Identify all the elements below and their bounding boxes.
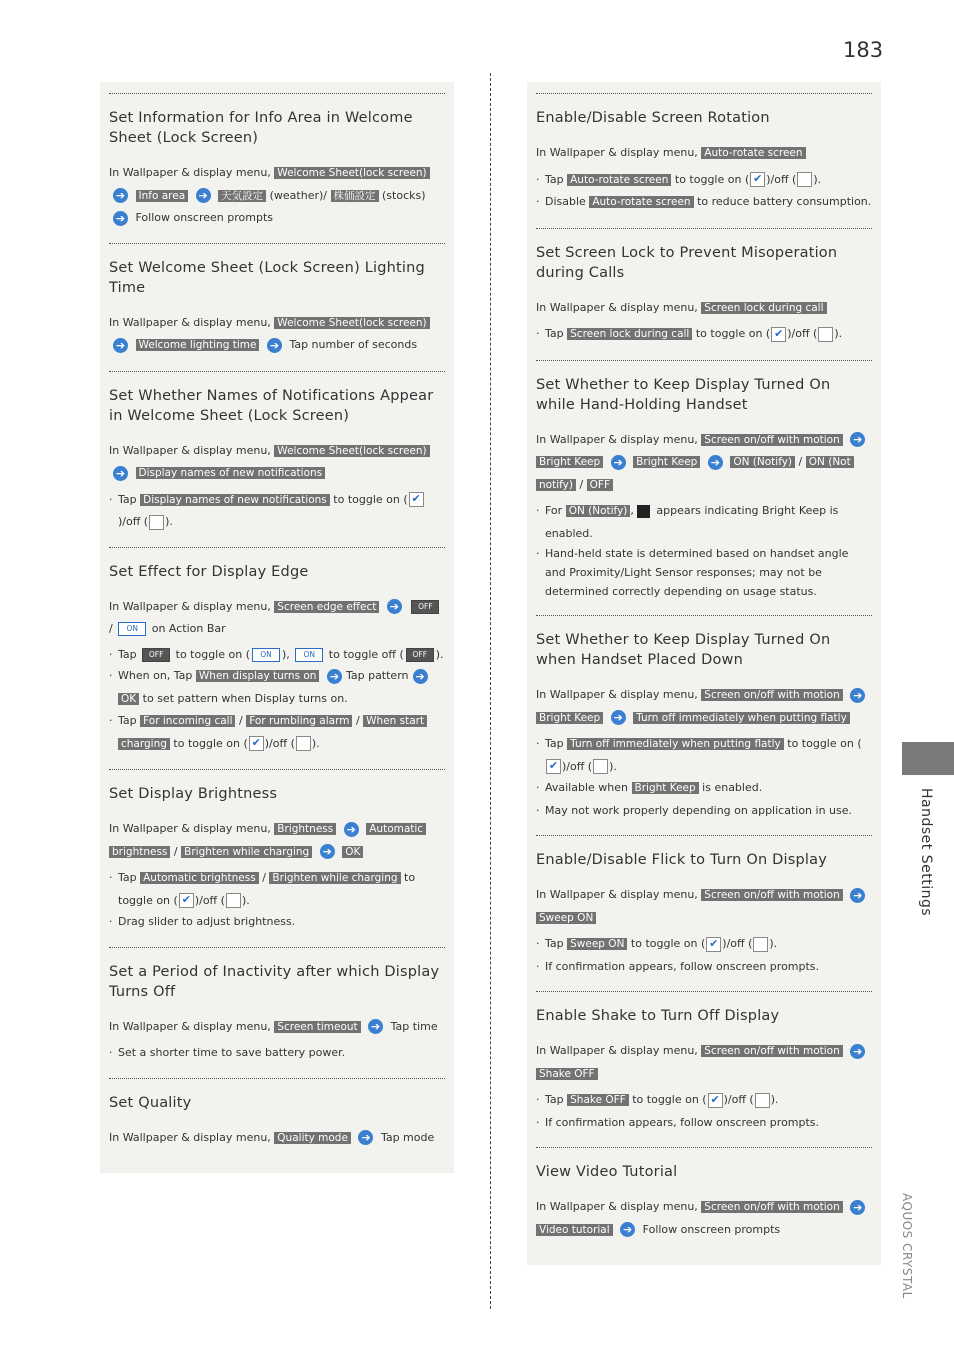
bullet — [109, 644, 445, 666]
section-body — [109, 596, 445, 756]
key-info-area[interactable]: Info area — [136, 190, 189, 202]
bullet — [109, 710, 445, 755]
right-column — [527, 82, 881, 1265]
text: Available when — [545, 781, 628, 794]
intro-text: In Wallpaper & display menu, — [109, 166, 271, 179]
arrow-icon: ➔ — [850, 688, 865, 703]
key-screen-onoff-motion[interactable]: Screen on/off with motion — [701, 889, 842, 901]
key-screen-onoff-motion[interactable]: Screen on/off with motion — [701, 689, 842, 701]
checkbox-empty-icon — [296, 736, 311, 751]
text: to toggle on ( — [175, 647, 250, 661]
text: to toggle on ( — [173, 736, 248, 750]
bullet — [109, 665, 445, 710]
key-display-names[interactable]: Display names of new notifications — [136, 467, 326, 479]
intro-text: In Wallpaper & display menu, — [536, 146, 698, 159]
section-title: Enable/Disable Screen Rotation — [536, 110, 770, 126]
key-bright-keep[interactable]: Bright Keep — [536, 456, 603, 468]
arrow-icon: ➔ — [368, 1019, 383, 1034]
section-flick-on — [536, 835, 872, 991]
section-title: Enable Shake to Turn Off Display — [536, 1008, 780, 1024]
text: ). — [813, 172, 822, 186]
key-quality-mode[interactable]: Quality mode — [274, 1132, 351, 1144]
text: May not work properly depending on application in use. — [545, 803, 853, 817]
intro-text: In Wallpaper & display menu, — [109, 1130, 271, 1144]
text: Tap — [545, 327, 564, 340]
section-body — [109, 440, 445, 533]
bullet — [109, 1042, 445, 1064]
key-turn-off-flat[interactable]: Turn off immediately when putting flatly — [567, 738, 784, 750]
bullet — [536, 544, 872, 601]
section-title: View Video Tutorial — [536, 1164, 678, 1180]
text: to toggle on ( — [630, 937, 706, 950]
intro-text: In Wallpaper & display menu, — [536, 300, 698, 314]
arrow-icon: ➔ — [850, 432, 865, 447]
key-automatic-brightness[interactable]: Automatic brightness — [140, 872, 259, 884]
checkbox-empty-icon — [149, 515, 164, 530]
toggle-off-icon[interactable]: OFF — [411, 600, 439, 614]
section-title: Set Screen Lock to Prevent Misoperation during Calls — [536, 244, 838, 281]
arrow-icon: ➔ — [358, 1130, 373, 1145]
key-bright-keep[interactable]: Bright Keep — [536, 712, 603, 724]
text: ). — [770, 1093, 779, 1106]
section-body — [109, 312, 445, 357]
toggle-on-icon[interactable]: ON — [295, 648, 323, 662]
section-screen-rotation — [536, 93, 872, 228]
text: Tap mode — [380, 1130, 435, 1144]
section-body — [109, 1016, 445, 1064]
text: ), — [281, 647, 290, 661]
text: If confirmation appears, follow onscreen prompts. — [545, 1115, 820, 1129]
arrow-icon: ➔ — [413, 669, 428, 684]
text: Tap — [118, 647, 137, 661]
text: )/off ( — [264, 736, 295, 750]
section-display-edge — [109, 547, 445, 770]
section-body — [536, 684, 872, 821]
section-title: Set Display Brightness — [109, 786, 278, 802]
checkbox-empty-icon — [593, 759, 608, 774]
step — [109, 1016, 445, 1039]
section-body — [536, 297, 872, 346]
checkbox-empty-icon — [226, 893, 241, 908]
arrow-icon: ➔ — [850, 1044, 865, 1059]
text: to toggle on ( — [333, 492, 408, 506]
step — [109, 596, 445, 640]
section-body — [536, 429, 872, 602]
text: )/off ( — [562, 759, 593, 773]
key-for-rumbling-alarm[interactable]: For rumbling alarm — [246, 715, 352, 727]
bullet — [536, 777, 872, 800]
intro-text: In Wallpaper & display menu, — [536, 1044, 698, 1057]
bright-keep-status-icon — [637, 505, 650, 518]
key-auto-rotate[interactable]: Auto-rotate screen — [701, 147, 805, 159]
section-screen-timeout — [109, 947, 445, 1078]
section-bright-keep-holding — [536, 360, 872, 616]
toggle-off-icon: OFF — [406, 648, 434, 662]
text: to reduce battery consumption. — [697, 195, 872, 208]
step — [536, 1040, 872, 1085]
arrow-icon: ➔ — [620, 1222, 635, 1237]
text: )/off ( — [194, 893, 225, 907]
section-body — [109, 162, 445, 229]
section-title: Set Quality — [109, 1094, 192, 1111]
key-weather[interactable]: 天気設定 — [218, 190, 266, 202]
text: Tap — [545, 937, 564, 950]
arrow-icon: ➔ — [327, 669, 342, 684]
key-sweep-on[interactable]: Sweep ON — [536, 912, 596, 924]
chapter-tab-marker — [902, 742, 954, 775]
step — [536, 142, 872, 165]
key-turn-off-flat[interactable]: Turn off immediately when putting flatly — [633, 712, 850, 724]
key-auto-rotate[interactable]: Auto-rotate screen — [589, 196, 693, 208]
section-lighting-time — [109, 243, 445, 371]
bullet — [109, 911, 445, 933]
arrow-icon: ➔ — [196, 188, 211, 203]
section-title: Enable/Disable Flick to Turn On Display — [536, 852, 828, 868]
text: appears indicating Bright Keep is enabled. — [545, 504, 839, 540]
bullet — [109, 489, 445, 533]
bullet — [536, 191, 872, 214]
section-body — [536, 142, 872, 214]
bullet — [109, 867, 445, 911]
key-video-tutorial[interactable]: Video tutorial — [536, 1224, 613, 1236]
section-title: Set Whether Names of Notifications Appear in Welcome Sheet (Lock Screen) — [109, 387, 434, 424]
section-title: Set Whether to Keep Display Turned On while Hand-Holding Handset — [536, 376, 831, 413]
checkbox-checked-icon: ✔ — [750, 172, 765, 187]
text: ). — [769, 937, 778, 950]
intro-text: In Wallpaper & display menu, — [536, 1200, 698, 1213]
toggle-on-icon: ON — [252, 648, 280, 662]
arrow-icon: ➔ — [850, 888, 865, 903]
text: )/off ( — [722, 937, 753, 950]
section-title: Set Whether to Keep Display Turned On when Handset Placed Down — [536, 632, 831, 668]
section-info-area — [109, 93, 445, 243]
key-ok[interactable]: OK — [342, 846, 363, 858]
arrow-icon: ➔ — [267, 338, 282, 353]
text: is enabled. — [702, 781, 763, 794]
bullet — [536, 1112, 872, 1134]
key-for-incoming-call[interactable]: For incoming call — [140, 715, 235, 727]
text: to toggle on ( — [632, 1093, 707, 1106]
key-on-not-notify[interactable]: ON (Not notify) — [536, 456, 854, 491]
step — [536, 429, 872, 497]
key-stocks[interactable]: 株価設定 — [331, 190, 379, 202]
text: )/off ( — [787, 327, 818, 340]
key-screen-onoff-motion[interactable]: Screen on/off with motion — [701, 1201, 842, 1213]
checkbox-checked-icon: ✔ — [179, 893, 194, 908]
section-body — [109, 818, 445, 933]
key-on-notify[interactable]: ON (Notify) — [566, 505, 631, 517]
text: ). — [834, 327, 843, 340]
checkbox-empty-icon — [797, 172, 812, 187]
step — [536, 884, 872, 929]
bullet — [536, 169, 872, 192]
checkbox-checked-icon: ✔ — [409, 492, 424, 507]
toggle-on-icon[interactable]: ON — [118, 622, 146, 636]
checkbox-checked-icon: ✔ — [249, 736, 264, 751]
section-body — [536, 1196, 872, 1241]
arrow-icon: ➔ — [320, 844, 335, 859]
key-welcome-sheet[interactable]: Welcome Sheet(lock screen) — [274, 317, 429, 329]
bullet — [536, 933, 872, 956]
text: / — [109, 622, 113, 635]
page-number: 183 — [843, 38, 884, 62]
brand-label: AQUOS CRYSTAL — [900, 1193, 914, 1299]
text: Tap — [545, 1093, 564, 1106]
key-automatic-brightness[interactable]: Automatic brightness — [109, 823, 426, 858]
arrow-icon: ➔ — [344, 822, 359, 837]
intro-text: In Wallpaper & display menu, — [109, 822, 271, 835]
key-on-notify[interactable]: ON (Notify) — [730, 456, 795, 468]
section-body — [536, 884, 872, 977]
key-screen-lock-during-call[interactable]: Screen lock during call — [567, 328, 692, 340]
section-quality — [109, 1078, 445, 1164]
intro-text: In Wallpaper & display menu, — [109, 599, 271, 613]
text: / — [355, 714, 360, 727]
key-off[interactable]: OFF — [587, 479, 613, 491]
key-screen-timeout[interactable]: Screen timeout — [274, 1021, 360, 1033]
section-video-tutorial — [536, 1147, 872, 1255]
text: / — [262, 871, 266, 884]
text: to toggle on ( — [118, 871, 416, 907]
section-title: Set Effect for Display Edge — [109, 563, 309, 580]
section-notification-names — [109, 371, 445, 547]
text: to toggle on ( — [695, 327, 771, 340]
key-welcome-sheet[interactable]: Welcome Sheet(lock screen) — [274, 167, 429, 179]
text: Tap pattern — [345, 669, 409, 682]
text: ). — [435, 647, 444, 661]
arrow-icon: ➔ — [113, 466, 128, 481]
intro-text: In Wallpaper & display menu, — [536, 432, 698, 446]
text: to toggle off ( — [328, 647, 404, 661]
bullet — [536, 800, 872, 822]
section-body — [109, 1127, 445, 1150]
bullet — [536, 956, 872, 978]
arrow-icon: ➔ — [113, 338, 128, 353]
key-display-names[interactable]: Display names of new notifications — [140, 494, 330, 506]
text: )/off ( — [723, 1093, 754, 1106]
key-welcome-sheet[interactable]: Welcome Sheet(lock screen) — [274, 445, 429, 457]
bullet — [536, 323, 872, 346]
key-ok[interactable]: OK — [118, 693, 139, 705]
key-sweep-on[interactable]: Sweep ON — [567, 938, 627, 950]
text: Follow onscreen prompts — [135, 211, 273, 224]
section-title: Set Welcome Sheet (Lock Screen) Lighting Time — [109, 259, 425, 296]
key-welcome-lighting-time[interactable]: Welcome lighting time — [136, 339, 260, 351]
text: Tap — [118, 871, 137, 884]
intro-text: In Wallpaper & display menu, — [536, 688, 698, 701]
checkbox-empty-icon — [753, 937, 768, 952]
step — [109, 440, 445, 485]
text: / — [579, 477, 584, 491]
text: / — [173, 844, 178, 858]
arrow-icon: ➔ — [850, 1200, 865, 1215]
text: (stocks) — [382, 188, 426, 202]
checkbox-checked-icon: ✔ — [706, 937, 721, 952]
arrow-icon: ➔ — [611, 710, 626, 725]
step — [536, 684, 872, 729]
text: For — [545, 504, 563, 517]
text: Tap — [118, 714, 137, 727]
checkbox-empty-icon — [755, 1093, 770, 1108]
key-bright-keep[interactable]: Bright Keep — [632, 782, 699, 794]
checkbox-checked-icon: ✔ — [546, 759, 561, 774]
arrow-icon: ➔ — [113, 211, 128, 226]
text: Drag slider to adjust brightness. — [118, 915, 296, 928]
bullet — [536, 500, 872, 544]
arrow-icon: ➔ — [387, 599, 402, 614]
section-body — [536, 1040, 872, 1133]
arrow-icon: ➔ — [708, 455, 723, 470]
key-brightness[interactable]: Brightness — [274, 823, 336, 835]
checkbox-checked-icon: ✔ — [708, 1093, 723, 1108]
bullet — [536, 1089, 872, 1112]
text: Tap — [545, 737, 564, 750]
key-screen-onoff-motion[interactable]: Screen on/off with motion — [701, 1045, 842, 1057]
text: Follow onscreen prompts — [642, 1222, 781, 1236]
text: Set a shorter time to save battery power. — [118, 1046, 346, 1059]
bullet — [536, 733, 872, 777]
text: / — [798, 455, 803, 468]
chapter-label: Handset Settings — [918, 788, 934, 917]
key-screen-lock-during-call[interactable]: Screen lock during call — [701, 302, 826, 314]
text: / — [238, 714, 243, 727]
text: , — [630, 504, 634, 517]
text: )/off ( — [766, 172, 797, 186]
text: When on, Tap — [118, 669, 193, 682]
key-when-display-turns-on[interactable]: When display turns on — [196, 670, 320, 682]
key-when-start-charging[interactable]: When start charging — [118, 715, 427, 750]
key-brighten-while-charging[interactable]: Brighten while charging — [269, 872, 400, 884]
key-shake-off[interactable]: Shake OFF — [567, 1094, 629, 1106]
step — [109, 818, 445, 863]
text: Hand-held state is determined based on handset angle and Proximity/Light Sensor responses; may not be determined correctly depending on usage status. — [545, 547, 849, 598]
text: on Action Bar — [151, 622, 226, 635]
key-screen-onoff-motion[interactable]: Screen on/off with motion — [701, 434, 842, 446]
key-brighten-while-charging[interactable]: Brighten while charging — [181, 846, 312, 858]
text: ). — [609, 759, 617, 773]
text: Tap — [118, 492, 137, 506]
text: to toggle on ( — [674, 172, 750, 186]
key-shake-off[interactable]: Shake OFF — [536, 1068, 598, 1080]
column-divider — [490, 73, 491, 1309]
text: ). — [311, 736, 320, 750]
key-screen-edge-effect[interactable]: Screen edge effect — [274, 601, 379, 613]
section-screen-lock-call — [536, 228, 872, 360]
arrow-icon: ➔ — [611, 455, 626, 470]
checkbox-empty-icon — [818, 327, 833, 342]
toggle-off-icon[interactable]: OFF — [142, 648, 170, 662]
text: )/off ( — [118, 515, 149, 528]
intro-text: In Wallpaper & display menu, — [109, 1019, 271, 1033]
text: Tap time — [390, 1019, 438, 1033]
section-title: Set a Period of Inactivity after which Display Turns Off — [109, 963, 440, 1000]
intro-text: In Wallpaper & display menu, — [536, 888, 698, 901]
text: to toggle on ( — [787, 737, 862, 750]
key-auto-rotate[interactable]: Auto-rotate screen — [567, 174, 671, 186]
checkbox-checked-icon: ✔ — [771, 327, 786, 342]
text: to set pattern when Display turns on. — [142, 691, 348, 705]
text: Tap — [545, 172, 564, 186]
text: ). — [241, 893, 250, 907]
section-title: Set Information for Info Area in Welcome Sheet (Lock Screen) — [109, 110, 413, 146]
step — [536, 297, 872, 320]
text: Disable — [545, 195, 586, 208]
text: ). — [165, 515, 173, 528]
section-shake-off — [536, 991, 872, 1147]
text: If confirmation appears, follow onscreen prompts. — [545, 959, 820, 973]
key-bright-keep[interactable]: Bright Keep — [633, 456, 700, 468]
intro-text: In Wallpaper & display menu, — [109, 443, 271, 457]
section-brightness — [109, 769, 445, 947]
arrow-icon: ➔ — [113, 188, 128, 203]
section-placed-down — [536, 615, 872, 835]
text: (weather)/ — [269, 188, 327, 202]
text: Tap number of seconds — [289, 338, 418, 351]
intro-text: In Wallpaper & display menu, — [109, 315, 271, 329]
left-column — [100, 82, 454, 1173]
